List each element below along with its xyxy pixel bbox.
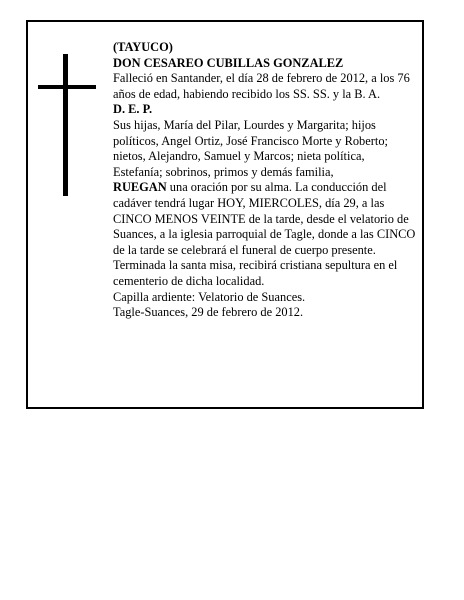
latin-cross-icon	[38, 54, 96, 196]
place-date: Tagle-Suances, 29 de febrero de 2012.	[113, 305, 304, 320]
chapel-info: Capilla ardiente: Velatorio de Suances.	[113, 289, 306, 304]
family-list: Sus hijas, María del Pilar, Lourdes y Margarita; hijos políticos, Angel Ortiz, José Francisco Morte y Roberto; nietos, Alejandro, Samuel y Marcos; nieta política, Estefanía; sobrinos, primos y demás familia,	[113, 117, 388, 179]
death-info: Falleció en Santander, el día 28 de febrero de 2012, a los 76 años de edad, habiendo recibido los SS. SS. y la B. A.	[113, 71, 410, 101]
rest-in-peace: D. E. P.	[113, 102, 153, 117]
obituary-text	[113, 40, 417, 321]
deceased-nickname: (TAYUCO)	[113, 40, 173, 54]
deceased-name: DON CESAREO CUBILLAS GONZALEZ	[113, 55, 344, 70]
funeral-details: una oración por su alma. La conducción del cadáver tendrá lugar HOY, MIERCOLES, día 29, a las CINCO MENOS VEINTE de la tarde, desde el velatorio de Suances, a la iglesia parroquial de Tagle, donde a las CINCO de la tarde se celebrará el funeral de cuerpo presente. Terminada la santa misa, recibirá cristiana sepultura en el cementerio de dicha localidad.	[113, 180, 416, 288]
cross-horizontal-bar	[38, 85, 96, 89]
cross-vertical-bar	[63, 54, 68, 196]
funeral-request	[113, 180, 417, 289]
request-verb: RUEGAN	[113, 180, 167, 195]
